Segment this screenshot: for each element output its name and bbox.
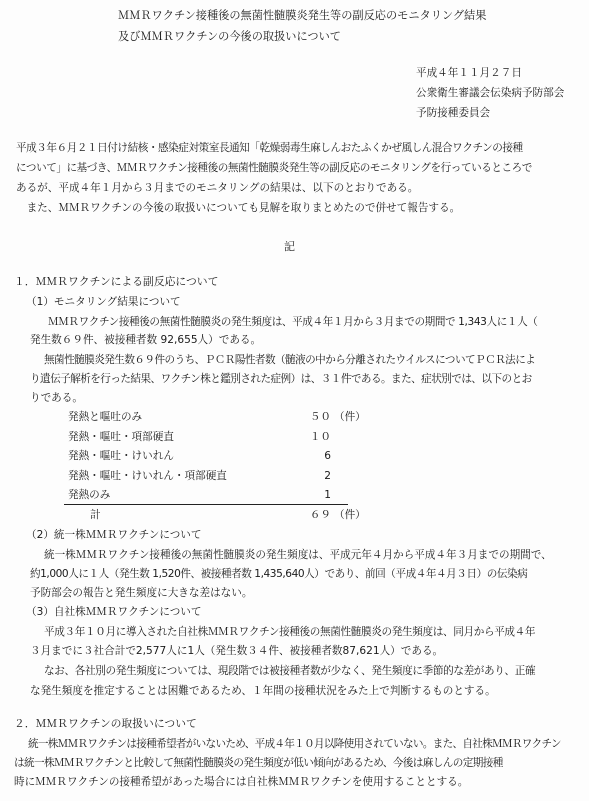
paragraph-line: 予防部会の報告と発生頻度に大きな差はない。 — [30, 587, 253, 599]
total-rule — [64, 504, 348, 505]
intro-line: あるが、平成４年１月から３月までのモニタリングの結果は、以下のとおりである。 — [16, 182, 419, 194]
committee-name: 予防接種委員会 — [416, 107, 491, 119]
paragraph-line: なお、各社別の発生頻度については、現段階では被接種者数が少なく、発生頻度に季節的な差があり、正確 — [44, 665, 536, 677]
table-row-value: 6 — [324, 450, 331, 462]
table-row-value: １０ — [309, 431, 331, 443]
table-row-label: 発熱と嘔吐のみ — [68, 411, 143, 423]
table-total-unit: （件） — [334, 509, 366, 521]
paragraph-line: 統一株ＭＭＲワクチンは接種希望者がいないため、平成４年１０月以降使用されていない。また、自社株ＭＭＲワクチン — [28, 738, 561, 750]
title-line-1: ＭＭＲワクチン接種後の無菌性髄膜炎発生等の副反応のモニタリング結果 — [118, 9, 487, 22]
table-row-value: 1 — [324, 489, 331, 501]
table-row-value: 2 — [324, 470, 331, 482]
paragraph-line: 統一株ＭＭＲワクチン接種後の無菌性髄膜炎の発生頻度は、平成元年４月から平成４年３月までの期間で、 — [44, 549, 552, 561]
table-row-unit: （件） — [334, 411, 366, 423]
table-row-label: 発熱・嘔吐・けいれん — [68, 450, 174, 462]
paragraph-line: 約1,000人に１人（発生数 1,520件、被接種者数 1,435,640人）であり、前回（平成４年４月３日）の伝染病 — [30, 568, 528, 580]
table-row-label: 発熱・嘔吐・項部硬直 — [68, 431, 174, 443]
ki-marker: 記 — [284, 240, 295, 253]
paragraph-line: り遺伝子解析を行った結果、ワクチン株と鑑別された症例）は、３１件である。また、症状別では、以下のとお — [30, 373, 532, 385]
section-2-heading: ２．ＭＭＲワクチンの取扱いについて — [14, 717, 197, 730]
paragraph-line: 平成３年１０月に導入された自社株ＭＭＲワクチン接種後の無菌性髄膜炎の発生頻度は、同月から平成４年 — [44, 626, 536, 638]
paragraph-line: りである。 — [30, 392, 83, 404]
paragraph-line: 時にＭＭＲワクチンの接種希望があった場合には自社株ＭＭＲワクチンを使用することとする。 — [14, 776, 469, 788]
table-total-label: 計 — [90, 509, 101, 521]
intro-line: また、ＭＭＲワクチンの今後の取扱いについても見解を取りまとめたので併せて報告する。 — [16, 202, 461, 214]
table-row-label: 発熱のみ — [68, 489, 111, 501]
paragraph-line: 無菌性髄膜炎発生数６９件のうち、ＰＣＲ陽性者数（髄液の中から分離されたウイルスについてＰＣＲ法によ — [44, 354, 536, 366]
section-1-heading: １．ＭＭＲワクチンによる副反応について — [14, 275, 219, 288]
subsection-1-heading: （1）モニタリング結果について — [26, 296, 181, 308]
table-row-value: ５０ — [309, 411, 331, 423]
paragraph-line: な発生頻度を推定することは困難であるため、１年間の接種状況をみた上で判断するものとする。 — [30, 685, 496, 697]
table-row-label: 発熱・嘔吐・けいれん・項部硬直 — [68, 470, 227, 482]
issue-date: 平成４年１１月２７日 — [416, 67, 522, 79]
paragraph-line: ＭＭＲワクチン接種後の無菌性髄膜炎の発生頻度は、平成４年１月から３月までの期間で 1,343人に１人（ — [48, 316, 538, 328]
table-total-value: ６９ — [309, 509, 331, 521]
intro-line: について」に基づき、ＭＭＲワクチン接種後の無菌性髄膜炎発生等の副反応のモニタリングを行っているところで — [16, 162, 532, 174]
paragraph-line: ３月までに３社合計で2,577人に1人（発生数３４件、被接種者数87,621人）である。 — [30, 645, 444, 657]
intro-line: 平成３年６月２１日付け結核・感染症対策室長通知「乾燥弱毒生麻しんおたふくかぜ風しん混合ワクチンの接種 — [16, 142, 523, 154]
organization-name: 公衆衛生審議会伝染病予防部会 — [416, 87, 565, 99]
subsection-3-heading: （3）自社株ＭＭＲワクチンについて — [26, 606, 202, 618]
subsection-2-heading: （2）統一株ＭＭＲワクチンについて — [26, 529, 202, 541]
paragraph-line: は統一株ＭＭＲワクチンと比較して無菌性髄膜炎の発生頻度が低い傾向があるため、今後は麻しんの定期接種 — [14, 757, 503, 769]
title-line-2: 及びＭＭＲワクチンの今後の取扱いについて — [118, 30, 341, 43]
paragraph-line: 発生数６９件、被接種者数 92,655人）である。 — [30, 334, 262, 346]
